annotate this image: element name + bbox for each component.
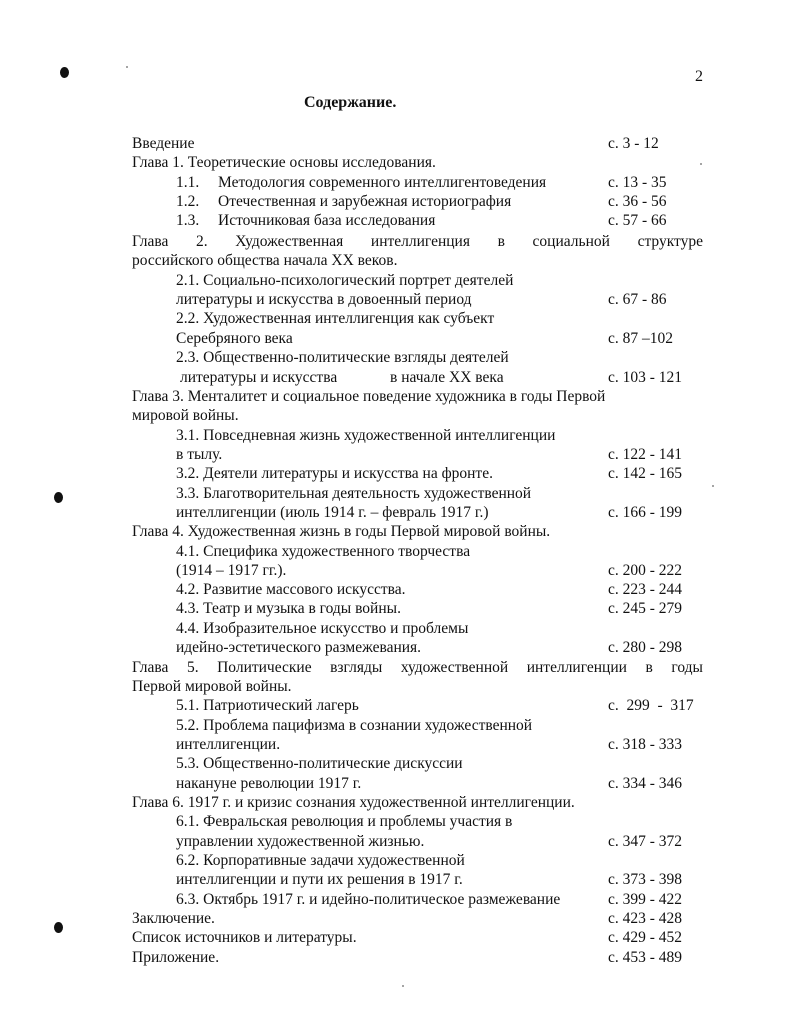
toc-section-6-1-line2: управлении художественной жизнью. (176, 833, 425, 850)
toc-section-4-3: 4.3. Театр и музыка в годы войны. (176, 600, 401, 617)
toc-section-6-1-pages: с. 347 - 372 (608, 833, 683, 850)
toc-section-3-1-line2: в тылу. (176, 446, 223, 463)
toc-appendix-label: Приложение. (132, 949, 220, 966)
toc-section-2-1-pages: с. 67 - 86 (608, 291, 667, 308)
toc-chapter-1-title: Глава 1. Теоретические основы исследования. (132, 154, 436, 171)
toc-section-2-3-line2b: в начале XX века (390, 369, 504, 386)
toc-section-5-2-line2: интеллигенции. (176, 736, 281, 753)
toc-section-5-2-line1: 5.2. Проблема пацифизма в сознании художественной (176, 717, 533, 734)
toc-chapter-6-title: Глава 6. 1917 г. и кризис сознания художественной интеллигенции. (132, 794, 575, 811)
toc-section-2-3-line1: 2.3. Общественно-политические взгляды деятелей (176, 349, 509, 366)
page-title: Содержание. (304, 94, 397, 111)
toc-section-2-2-pages: с. 87 –102 (608, 330, 674, 347)
toc-section-2-2-line2: Серебряного века (176, 330, 293, 347)
toc-chapter-4-title: Глава 4. Художественная жизнь в годы Первой мировой войны. (132, 523, 551, 540)
toc-section-6-2-line1: 6.2. Корпоративные задачи художественной (176, 852, 465, 869)
scan-speck (402, 985, 404, 987)
toc-section-3-2-pages: с. 142 - 165 (608, 465, 683, 482)
toc-chapter-2-title-line2: российского общества начала XX веков. (132, 252, 398, 269)
toc-section-4-3-pages: с. 245 - 279 (608, 600, 683, 617)
toc-section-5-1: 5.1. Патриотический лагерь (176, 697, 359, 714)
toc-section-4-1-pages: с. 200 - 222 (608, 562, 683, 579)
toc-sources-pages: с. 429 - 452 (608, 929, 683, 946)
toc-section-6-2-pages: с. 373 - 398 (608, 871, 683, 888)
toc-section-1-2-pages: с. 36 - 56 (608, 193, 667, 210)
toc-chapter-5-title-line1: Глава 5. Политические взгляды художественной интеллигенции в годы (132, 659, 703, 676)
toc-section-2-3-line2a: литературы и искусства (180, 369, 338, 386)
toc-section-5-3-line1: 5.3. Общественно-политические дискуссии (176, 755, 463, 772)
toc-section-1-2: 1.2. Отечественная и зарубежная историография (176, 193, 512, 210)
toc-section-4-1-line2: (1914 – 1917 гг.). (176, 562, 287, 579)
toc-section-2-3-pages: с. 103 - 121 (608, 369, 683, 386)
toc-chapter-2-title-line1: Глава 2. Художественная интеллигенция в социальной структуре (132, 233, 703, 250)
toc-intro-pages: с. 3 - 12 (608, 135, 659, 152)
scan-mark (60, 67, 69, 78)
toc-appendix-pages: с. 453 - 489 (608, 949, 683, 966)
toc-section-5-3-pages: с. 334 - 346 (608, 775, 683, 792)
toc-intro-label: Введение (132, 135, 195, 152)
scan-speck (712, 485, 714, 487)
toc-section-4-4-pages: с. 280 - 298 (608, 639, 683, 656)
toc-sources-label: Список источников и литературы. (132, 929, 357, 946)
toc-section-3-2: 3.2. Деятели литературы и искусства на фронте. (176, 465, 493, 482)
toc-section-2-1-line2: литературы и искусства в довоенный период (176, 291, 472, 308)
toc-section-2-2-line1: 2.2. Художественная интеллигенция как субъект (176, 310, 495, 327)
toc-section-6-3: 6.3. Октябрь 1917 г. и идейно-политическое размежевание (176, 891, 561, 908)
toc-section-3-3-pages: с. 166 - 199 (608, 504, 683, 521)
scan-mark (54, 922, 63, 933)
toc-section-1-3: 1.3. Источниковая база исследования (176, 212, 436, 229)
scan-speck (700, 163, 702, 165)
toc-section-4-2-pages: с. 223 - 244 (608, 581, 683, 598)
toc-conclusion-pages: с. 423 - 428 (608, 910, 683, 927)
toc-section-2-1-line1: 2.1. Социально-психологический портрет деятелей (176, 272, 514, 289)
scan-mark (54, 492, 63, 503)
toc-section-1-3-pages: с. 57 - 66 (608, 212, 667, 229)
scan-speck (126, 66, 128, 68)
page-number: 2 (695, 68, 703, 85)
toc-section-3-1-pages: с. 122 - 141 (608, 446, 683, 463)
toc-section-5-1-pages: с. 299 - 317 (608, 697, 694, 714)
toc-section-6-1-line1: 6.1. Февральская революция и проблемы участия в (176, 813, 513, 830)
toc-section-4-4-line2: идейно-эстетического размежевания. (176, 639, 422, 656)
toc-section-6-2-line2: интеллигенции и пути их решения в 1917 г. (176, 871, 463, 888)
toc-chapter-3-title-line1: Глава 3. Менталитет и социальное поведение художника в годы Первой (132, 388, 606, 405)
toc-section-4-1-line1: 4.1. Специфика художественного творчества (176, 543, 471, 560)
toc-section-3-3-line2: интеллигенции (июль 1914 г. – февраль 1917 г.) (176, 504, 489, 521)
toc-chapter-5-title-line2: Первой мировой войны. (132, 678, 292, 695)
toc-section-3-3-line1: 3.3. Благотворительная деятельность художественной (176, 485, 532, 502)
toc-conclusion-label: Заключение. (132, 910, 215, 927)
toc-section-1-1-pages: с. 13 - 35 (608, 174, 667, 191)
toc-section-4-4-line1: 4.4. Изобразительное искусство и проблемы (176, 620, 469, 637)
toc-chapter-3-title-line2: мировой войны. (132, 407, 239, 424)
toc-section-4-2: 4.2. Развитие массового искусства. (176, 581, 406, 598)
toc-section-1-1: 1.1. Методология современного интеллигентоведения (176, 174, 547, 191)
toc-section-5-3-line2: накануне революции 1917 г. (176, 775, 362, 792)
toc-section-3-1-line1: 3.1. Повседневная жизнь художественной интеллигенции (176, 427, 556, 444)
toc-section-5-2-pages: с. 318 - 333 (608, 736, 683, 753)
toc-section-6-3-pages: с. 399 - 422 (608, 891, 683, 908)
